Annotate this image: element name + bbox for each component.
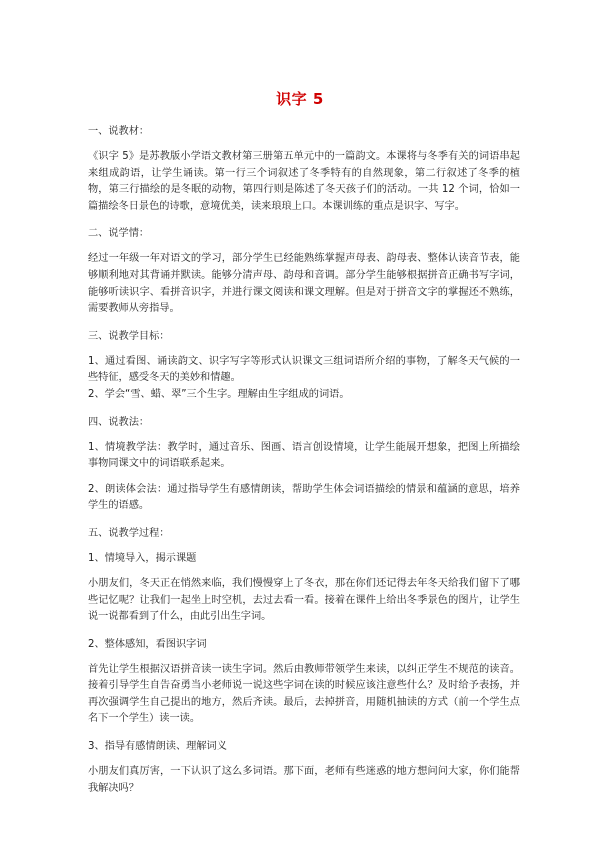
- page-title: 识字 5: [276, 90, 324, 108]
- process-step-paragraph: 小朋友们，冬天正在悄然来临，我们慢慢穿上了冬衣，那在你们还记得去年冬天给我们留下了哪些记忆呢？让我们一起坐上时空机，去过去看一看。接着在课件上给出冬季景色的图片，让学生说一说都看到了什么，由此引出生字词。: [88, 577, 520, 623]
- teaching-method-item: 2、朗读体会法：通过指导学生有感情朗读，帮助学生体会词语描绘的情景和蕴涵的意思，培养学生的语感。: [88, 483, 520, 512]
- section-heading-student-analysis: 二、说学情：: [88, 228, 150, 240]
- section-heading-teaching-goals: 三、说教学目标：: [88, 330, 170, 342]
- teaching-goals-list: [88, 354, 520, 404]
- teaching-goal-item: 1、通过看图、诵读韵文、识字写字等形式认识课文三组词语所介绍的事物，了解冬天气候的一些特征，感受冬天的美妙和情趣。: [88, 355, 520, 384]
- process-step-paragraph: 首先让学生根据汉语拼音读一读生字词。然后由教师带领学生来读，以纠正学生不规范的读音。接着引导学生自告奋勇当小老师说一说这些字词在读的时候应该注意些什么？及时给予表扬，并再次强调学生自己提出的地方，然后齐读。最后，去掉拼音，用随机抽读的方式（前一个学生点名下一个学生）读一读。: [88, 663, 520, 725]
- process-step-paragraph: 小朋友们真厉害，一下认识了这么多词语。那下面，老师有些迷惑的地方想问问大家，你们能帮我解决吗？: [88, 766, 520, 794]
- process-step-title: 1、情境导入，揭示课题: [88, 552, 197, 564]
- teaching-goal-item: 2、学会“雪、蜡、翠”三个生字。理解由生字组成的词语。: [88, 388, 350, 400]
- section-heading-teaching-process: 五、说教学过程：: [88, 527, 170, 539]
- teaching-method-item: 1、情境教学法：教学时，通过音乐、图画、语言创设情境，让学生能展开想象，把图上所描绘事物同课文中的词语联系起来。: [88, 441, 520, 470]
- process-step-title: 3、指导有感情朗读、理解词义: [88, 741, 227, 753]
- section-heading-teaching-methods: 四、说教法：: [88, 416, 150, 428]
- process-step-title: 2、整体感知，看图识字词: [88, 638, 207, 650]
- document-body: [88, 124, 520, 808]
- section-paragraph-student-analysis: 经过一年级一年对语文的学习，部分学生已经能熟练掌握声母表、韵母表、整体认读音节表，能够顺利地对其背诵并默读。能够分清声母、韵母和音调。部分学生能够根据拼音正确书写字词，能够听读识字、看拼音识字，并进行课文阅读和课文理解。但是对于拼音文字的掌握还不熟练，需要教师从旁指导。: [88, 253, 520, 315]
- section-heading-teaching-material: 一、说教材：: [88, 126, 150, 137]
- section-paragraph-teaching-material: 《识字 5》是苏教版小学语文教材第三册第五单元中的一篇韵文。本课将与冬季有关的词语串起来组成韵语，让学生诵读。第一行三个词叙述了冬季特有的自然现象，第二行叙述了冬季的植物，第三行描绘的是冬眠的动物，第四行则是陈述了冬天孩子们的活动。一共 12 个词，恰如一篇描绘冬日景色的诗歌，意境优美，读来琅琅上口。本课训练的重点是识字、写字。: [88, 151, 520, 212]
